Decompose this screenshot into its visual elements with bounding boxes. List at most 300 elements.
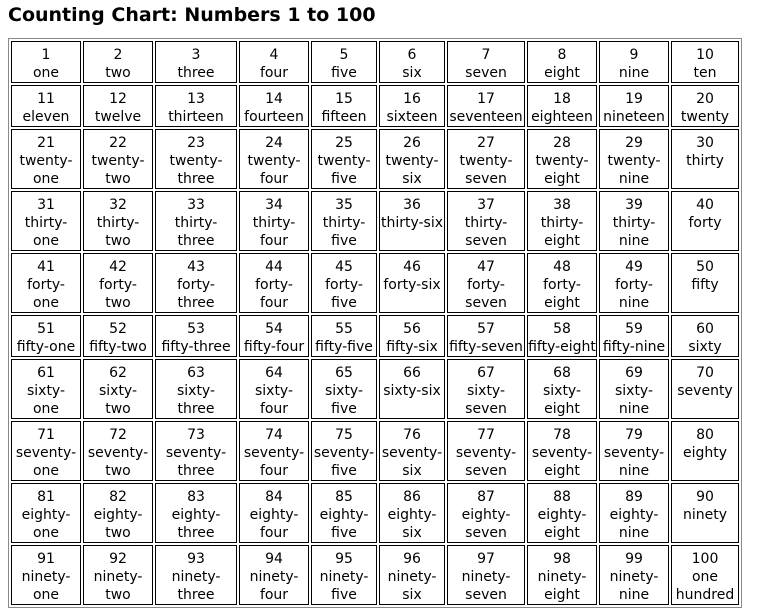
cell-number: 5 <box>339 47 349 63</box>
cell-number: 20 <box>696 91 714 107</box>
table-row <box>11 253 739 313</box>
cell-word: sixty <box>688 339 722 355</box>
cell-word: eight <box>544 65 580 81</box>
number-cell <box>83 545 153 605</box>
cell-number: 51 <box>37 321 55 337</box>
number-cell <box>447 85 525 127</box>
table-row <box>11 85 739 127</box>
number-cell <box>155 253 237 313</box>
cell-word: twenty- eight <box>535 153 589 187</box>
cell-word: ninety <box>682 507 728 523</box>
cell-word: eleven <box>22 109 70 125</box>
cell-word: seventy- nine <box>603 445 665 479</box>
cell-number: 47 <box>477 259 495 275</box>
number-cell <box>11 191 81 251</box>
number-cell <box>599 129 669 189</box>
cell-word: forty- nine <box>615 277 653 311</box>
cell-word: twenty- one <box>19 153 73 187</box>
cell-number: 17 <box>477 91 495 107</box>
cell-number: 67 <box>477 365 495 381</box>
number-cell <box>11 253 81 313</box>
cell-word: twenty- four <box>247 153 301 187</box>
cell-number: 87 <box>477 489 495 505</box>
number-cell <box>379 359 445 419</box>
number-cell <box>311 253 377 313</box>
cell-number: 7 <box>481 47 491 63</box>
cell-word: twelve <box>94 109 142 125</box>
cell-word: twenty- five <box>317 153 371 187</box>
cell-number: 75 <box>335 427 353 443</box>
number-cell <box>11 421 81 481</box>
number-cell <box>379 41 445 83</box>
cell-word: ninety- one <box>21 569 71 603</box>
cell-number: 76 <box>403 427 421 443</box>
cell-number: 40 <box>696 197 714 213</box>
number-cell <box>239 359 309 419</box>
cell-number: 61 <box>37 365 55 381</box>
cell-number: 55 <box>335 321 353 337</box>
number-cell <box>379 483 445 543</box>
cell-word: ninety- six <box>387 569 437 603</box>
number-cell <box>599 421 669 481</box>
cell-number: 43 <box>187 259 205 275</box>
cell-word: nine <box>618 65 650 81</box>
number-cell <box>447 41 525 83</box>
cell-number: 15 <box>335 91 353 107</box>
number-cell <box>671 85 739 127</box>
cell-number: 48 <box>553 259 571 275</box>
cell-number: 27 <box>477 135 495 151</box>
cell-word: fifty-three <box>161 339 231 355</box>
cell-number: 33 <box>187 197 205 213</box>
cell-word: twenty- nine <box>607 153 661 187</box>
number-cell <box>239 41 309 83</box>
cell-word: sixty- two <box>98 383 138 417</box>
cell-word: eighty- three <box>171 507 221 541</box>
cell-number: 57 <box>477 321 495 337</box>
cell-word: twenty- two <box>91 153 145 187</box>
cell-number: 99 <box>625 551 643 567</box>
cell-word: sixty- eight <box>542 383 582 417</box>
cell-number: 70 <box>696 365 714 381</box>
cell-word: eighty- one <box>21 507 71 541</box>
cell-number: 25 <box>335 135 353 151</box>
cell-word: fifty-two <box>89 339 147 355</box>
cell-number: 3 <box>191 47 201 63</box>
number-cell <box>83 359 153 419</box>
number-cell <box>447 359 525 419</box>
cell-number: 32 <box>109 197 127 213</box>
number-cell <box>155 359 237 419</box>
cell-word: sixty- one <box>26 383 66 417</box>
cell-number: 56 <box>403 321 421 337</box>
number-cell <box>599 545 669 605</box>
number-cell <box>447 545 525 605</box>
number-cell <box>83 191 153 251</box>
cell-number: 91 <box>37 551 55 567</box>
cell-word: three <box>177 65 215 81</box>
cell-word: forty <box>688 215 722 231</box>
cell-word: ninety- eight <box>537 569 587 603</box>
page-title: Counting Chart: Numbers 1 to 100 <box>8 4 376 26</box>
cell-number: 81 <box>37 489 55 505</box>
number-cell <box>671 315 739 357</box>
number-cell <box>239 483 309 543</box>
cell-word: fifty-seven <box>449 339 523 355</box>
number-cell <box>379 191 445 251</box>
cell-number: 98 <box>553 551 571 567</box>
number-cell <box>311 191 377 251</box>
table-row <box>11 545 739 605</box>
cell-word: five <box>331 65 357 81</box>
number-cell <box>671 421 739 481</box>
cell-number: 66 <box>403 365 421 381</box>
cell-word: fifty-one <box>16 339 76 355</box>
number-cell <box>311 421 377 481</box>
cell-number: 63 <box>187 365 205 381</box>
number-cell <box>239 85 309 127</box>
cell-word: seventy- one <box>15 445 77 479</box>
cell-word: sixty- four <box>254 383 294 417</box>
number-cell <box>311 41 377 83</box>
cell-word: sixty-six <box>383 383 441 399</box>
cell-word: four <box>259 65 289 81</box>
cell-number: 14 <box>265 91 283 107</box>
cell-word: nineteen <box>603 109 665 125</box>
number-cell <box>239 421 309 481</box>
number-cell <box>599 191 669 251</box>
cell-word: forty- five <box>325 277 363 311</box>
number-cell <box>239 191 309 251</box>
number-cell <box>83 421 153 481</box>
table-row <box>11 41 739 83</box>
cell-word: forty- four <box>255 277 293 311</box>
cell-word: seventy- two <box>87 445 149 479</box>
number-cell <box>671 483 739 543</box>
counting-table <box>8 38 742 608</box>
number-cell <box>83 253 153 313</box>
cell-word: thirty- seven <box>464 215 508 249</box>
number-cell <box>527 421 597 481</box>
cell-word: eighty- six <box>387 507 437 541</box>
cell-word: one hundred <box>675 569 735 603</box>
cell-number: 41 <box>37 259 55 275</box>
number-cell <box>155 483 237 543</box>
number-cell <box>155 421 237 481</box>
table-row <box>11 191 739 251</box>
cell-word: forty- eight <box>543 277 581 311</box>
number-cell <box>311 545 377 605</box>
number-cell <box>311 85 377 127</box>
number-cell <box>379 253 445 313</box>
cell-number: 44 <box>265 259 283 275</box>
cell-word: forty- two <box>99 277 137 311</box>
cell-number: 92 <box>109 551 127 567</box>
cell-word: forty- three <box>177 277 215 311</box>
number-cell <box>11 483 81 543</box>
cell-word: ninety- three <box>171 569 221 603</box>
cell-number: 22 <box>109 135 127 151</box>
cell-number: 85 <box>335 489 353 505</box>
cell-word: thirteen <box>168 109 224 125</box>
number-cell <box>11 359 81 419</box>
cell-word: thirty- two <box>96 215 140 249</box>
cell-number: 77 <box>477 427 495 443</box>
cell-number: 60 <box>696 321 714 337</box>
cell-word: thirty- eight <box>540 215 584 249</box>
cell-number: 42 <box>109 259 127 275</box>
cell-word: thirty <box>686 153 724 169</box>
cell-word: thirty- one <box>24 215 68 249</box>
cell-word: forty- seven <box>465 277 507 311</box>
cell-number: 83 <box>187 489 205 505</box>
number-cell <box>527 545 597 605</box>
cell-word: seventeen <box>449 109 523 125</box>
cell-word: ninety- nine <box>609 569 659 603</box>
number-cell <box>599 85 669 127</box>
cell-word: fifteen <box>321 109 367 125</box>
number-cell <box>671 191 739 251</box>
cell-word: fifty <box>691 277 719 293</box>
cell-word: eighty- nine <box>609 507 659 541</box>
cell-word: two <box>105 65 131 81</box>
number-cell <box>447 129 525 189</box>
cell-word: ninety- two <box>93 569 143 603</box>
cell-word: one <box>32 65 60 81</box>
number-cell <box>599 359 669 419</box>
number-cell <box>447 315 525 357</box>
number-cell <box>379 85 445 127</box>
cell-word: seventy- five <box>313 445 375 479</box>
number-cell <box>599 315 669 357</box>
cell-number: 45 <box>335 259 353 275</box>
cell-word: seven <box>465 65 507 81</box>
cell-number: 72 <box>109 427 127 443</box>
cell-number: 82 <box>109 489 127 505</box>
number-cell <box>447 191 525 251</box>
number-cell <box>83 85 153 127</box>
cell-word: sixty- three <box>176 383 216 417</box>
cell-number: 34 <box>265 197 283 213</box>
cell-number: 69 <box>625 365 643 381</box>
number-cell <box>239 545 309 605</box>
cell-word: seventy- seven <box>455 445 517 479</box>
cell-word: thirty- nine <box>612 215 656 249</box>
cell-number: 58 <box>553 321 571 337</box>
number-cell <box>311 315 377 357</box>
number-cell <box>83 315 153 357</box>
cell-word: ten <box>693 65 717 81</box>
number-cell <box>447 483 525 543</box>
cell-number: 10 <box>696 47 714 63</box>
cell-word: seventy <box>677 383 733 399</box>
cell-number: 54 <box>265 321 283 337</box>
cell-number: 13 <box>187 91 205 107</box>
cell-word: thirty- three <box>174 215 218 249</box>
cell-word: fifty-six <box>386 339 438 355</box>
number-cell <box>83 483 153 543</box>
cell-word: twenty- three <box>169 153 223 187</box>
number-cell <box>671 41 739 83</box>
table-row <box>11 129 739 189</box>
number-cell <box>11 41 81 83</box>
number-cell <box>239 315 309 357</box>
cell-number: 65 <box>335 365 353 381</box>
number-cell <box>527 359 597 419</box>
table-row <box>11 483 739 543</box>
cell-word: seventy- eight <box>531 445 593 479</box>
cell-word: eighty- eight <box>537 507 587 541</box>
cell-word: eighteen <box>531 109 593 125</box>
cell-number: 16 <box>403 91 421 107</box>
cell-number: 68 <box>553 365 571 381</box>
number-cell <box>671 253 739 313</box>
number-cell <box>447 421 525 481</box>
cell-number: 53 <box>187 321 205 337</box>
cell-number: 38 <box>553 197 571 213</box>
number-cell <box>11 129 81 189</box>
number-cell <box>155 85 237 127</box>
cell-word: seventy- three <box>165 445 227 479</box>
number-cell <box>155 191 237 251</box>
cell-number: 78 <box>553 427 571 443</box>
number-cell <box>527 191 597 251</box>
number-cell <box>155 545 237 605</box>
cell-number: 93 <box>187 551 205 567</box>
cell-number: 24 <box>265 135 283 151</box>
number-cell <box>599 41 669 83</box>
cell-number: 4 <box>269 47 279 63</box>
cell-word: eighty <box>682 445 728 461</box>
cell-number: 86 <box>403 489 421 505</box>
cell-number: 36 <box>403 197 421 213</box>
cell-number: 19 <box>625 91 643 107</box>
cell-word: ninety- four <box>249 569 299 603</box>
number-cell <box>671 545 739 605</box>
cell-number: 21 <box>37 135 55 151</box>
cell-word: sixty- nine <box>614 383 654 417</box>
cell-word: eighty- five <box>319 507 369 541</box>
number-cell <box>83 41 153 83</box>
cell-word: seventy- six <box>381 445 443 479</box>
cell-number: 18 <box>553 91 571 107</box>
number-cell <box>379 315 445 357</box>
cell-number: 26 <box>403 135 421 151</box>
cell-number: 2 <box>113 47 123 63</box>
cell-number: 50 <box>696 259 714 275</box>
table-row <box>11 315 739 357</box>
cell-number: 64 <box>265 365 283 381</box>
cell-word: fifty-nine <box>602 339 666 355</box>
cell-word: eighty- two <box>93 507 143 541</box>
cell-number: 6 <box>407 47 417 63</box>
number-cell <box>155 129 237 189</box>
cell-number: 88 <box>553 489 571 505</box>
cell-word: fifty-four <box>243 339 305 355</box>
number-cell <box>527 41 597 83</box>
cell-word: sixty- seven <box>465 383 507 417</box>
cell-number: 89 <box>625 489 643 505</box>
cell-number: 46 <box>403 259 421 275</box>
number-cell <box>527 253 597 313</box>
number-cell <box>599 253 669 313</box>
number-cell <box>671 129 739 189</box>
number-cell <box>447 253 525 313</box>
cell-word: twenty <box>680 109 730 125</box>
cell-number: 94 <box>265 551 283 567</box>
cell-number: 12 <box>109 91 127 107</box>
number-cell <box>311 129 377 189</box>
cell-word: twenty- seven <box>459 153 513 187</box>
cell-number: 11 <box>37 91 55 107</box>
cell-number: 96 <box>403 551 421 567</box>
number-cell <box>379 421 445 481</box>
cell-word: ninety- seven <box>461 569 511 603</box>
cell-number: 1 <box>41 47 51 63</box>
cell-number: 9 <box>629 47 639 63</box>
number-cell <box>11 545 81 605</box>
number-cell <box>527 129 597 189</box>
number-cell <box>599 483 669 543</box>
cell-word: fifty-eight <box>528 339 596 355</box>
cell-number: 97 <box>477 551 495 567</box>
number-cell <box>311 483 377 543</box>
cell-number: 52 <box>109 321 127 337</box>
cell-number: 30 <box>696 135 714 151</box>
cell-number: 39 <box>625 197 643 213</box>
cell-number: 62 <box>109 365 127 381</box>
cell-number: 28 <box>553 135 571 151</box>
cell-word: ninety- five <box>319 569 369 603</box>
cell-word: thirty-six <box>380 215 444 231</box>
number-cell <box>527 315 597 357</box>
cell-number: 35 <box>335 197 353 213</box>
cell-number: 79 <box>625 427 643 443</box>
cell-number: 100 <box>691 551 719 567</box>
table-row <box>11 421 739 481</box>
number-cell <box>83 129 153 189</box>
cell-word: thirty- four <box>252 215 296 249</box>
cell-number: 95 <box>335 551 353 567</box>
number-cell <box>239 253 309 313</box>
cell-number: 49 <box>625 259 643 275</box>
cell-word: sixty- five <box>324 383 364 417</box>
cell-number: 90 <box>696 489 714 505</box>
number-cell <box>527 85 597 127</box>
cell-number: 74 <box>265 427 283 443</box>
cell-word: forty- one <box>27 277 65 311</box>
number-cell <box>671 359 739 419</box>
cell-word: eighty- four <box>249 507 299 541</box>
cell-number: 73 <box>187 427 205 443</box>
cell-word: eighty- seven <box>461 507 511 541</box>
cell-number: 59 <box>625 321 643 337</box>
cell-word: thirty- five <box>322 215 366 249</box>
number-cell <box>11 315 81 357</box>
cell-word: forty-six <box>383 277 441 293</box>
number-cell <box>527 483 597 543</box>
number-cell <box>311 359 377 419</box>
cell-number: 37 <box>477 197 495 213</box>
cell-number: 80 <box>696 427 714 443</box>
number-cell <box>379 129 445 189</box>
number-cell <box>155 315 237 357</box>
cell-number: 71 <box>37 427 55 443</box>
cell-word: fourteen <box>244 109 304 125</box>
cell-word: seventy- four <box>243 445 305 479</box>
cell-word: twenty- six <box>385 153 439 187</box>
cell-word: six <box>402 65 422 81</box>
